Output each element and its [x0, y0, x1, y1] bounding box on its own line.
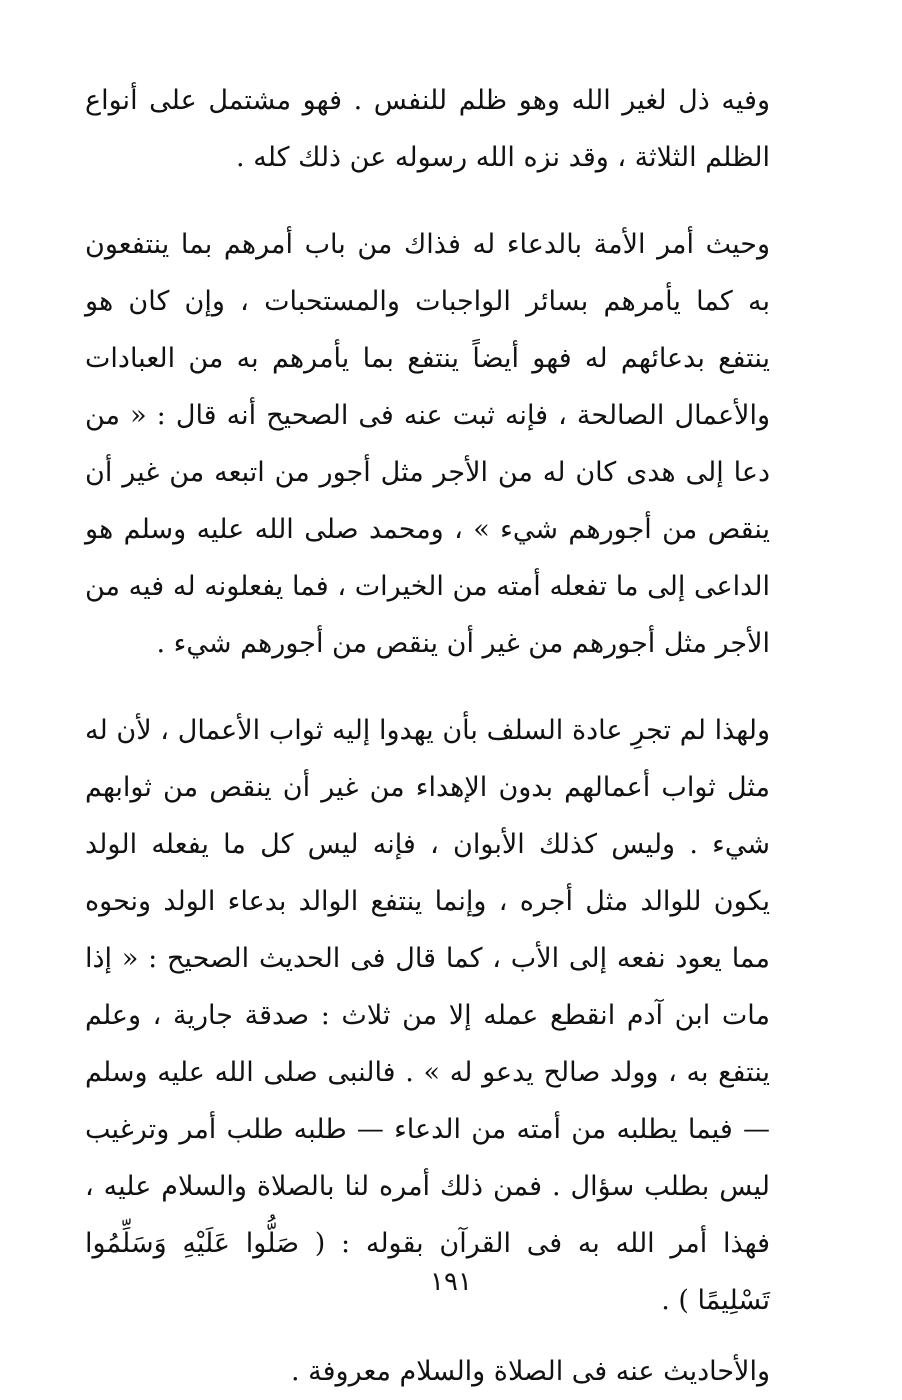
page-body [85, 72, 818, 1400]
paragraph-2: وحيث أمر الأمة بالدعاء له فذاك من باب أمرهم بما ينتفعون به كما يأمرهم بسائر الواجبات والمستحبات ، وإن كان هو ينتفع بدعائهم له فهو أيضاً ينتفع بما يأمرهم به من العبادات والأعمال الصالحة ، فإنه ثبت عنه فى الصحيح أنه قال : « من دعا إلى هدى كان له من الأجر مثل أجور من اتبعه من غير أن ينقص من أجورهم شيء » ، ومحمد صلى الله عليه وسلم هو الداعى إلى ما تفعله أمته من الخيرات ، فما يفعلونه له فيه من الأجر مثل أجورهم من غير أن ينقص من أجورهم شيء . [85, 229, 770, 659]
paragraph-1: وفيه ذل لغير الله وهو ظلم للنفس . فهو مشتمل على أنواع الظلم الثلاثة ، وقد نزه الله رسوله عن ذلك كله . [85, 85, 770, 173]
page-number: ١٩١ [430, 1267, 472, 1297]
paragraph-3: ولهذا لم تجرِ عادة السلف بأن يهدوا إليه ثواب الأعمال ، لأن له مثل ثواب أعمالهم بدون الإهداء من غير أن ينقص من ثوابهم شيء . وليس كذلك الأبوان ، فإنه ليس كل ما يفعله الولد يكون للوالد مثل أجره ، وإنما ينتفع الوالد بدعاء الولد ونحوه مما يعود نفعه إلى الأب ، كما قال فى الحديث الصحيح : « إذا مات ابن آدم انقطع عمله إلا من ثلاث : صدقة جارية ، وعلم ينتفع به ، وولد صالح يدعو له » . فالنبى صلى الله عليه وسلم — فيما يطلبه من أمته من الدعاء — طلبه طلب أمر وترغيب ليس بطلب سؤال . فمن ذلك أمره لنا بالصلاة والسلام عليه ، فهذا أمر الله به فى القرآن بقوله : ( صَلُّوا عَلَيْهِ وَسَلِّمُوا تَسْلِيمًا ) . [85, 715, 770, 1316]
paragraph-4: والأحاديث عنه فى الصلاة والسلام معروفة . [290, 1356, 770, 1387]
